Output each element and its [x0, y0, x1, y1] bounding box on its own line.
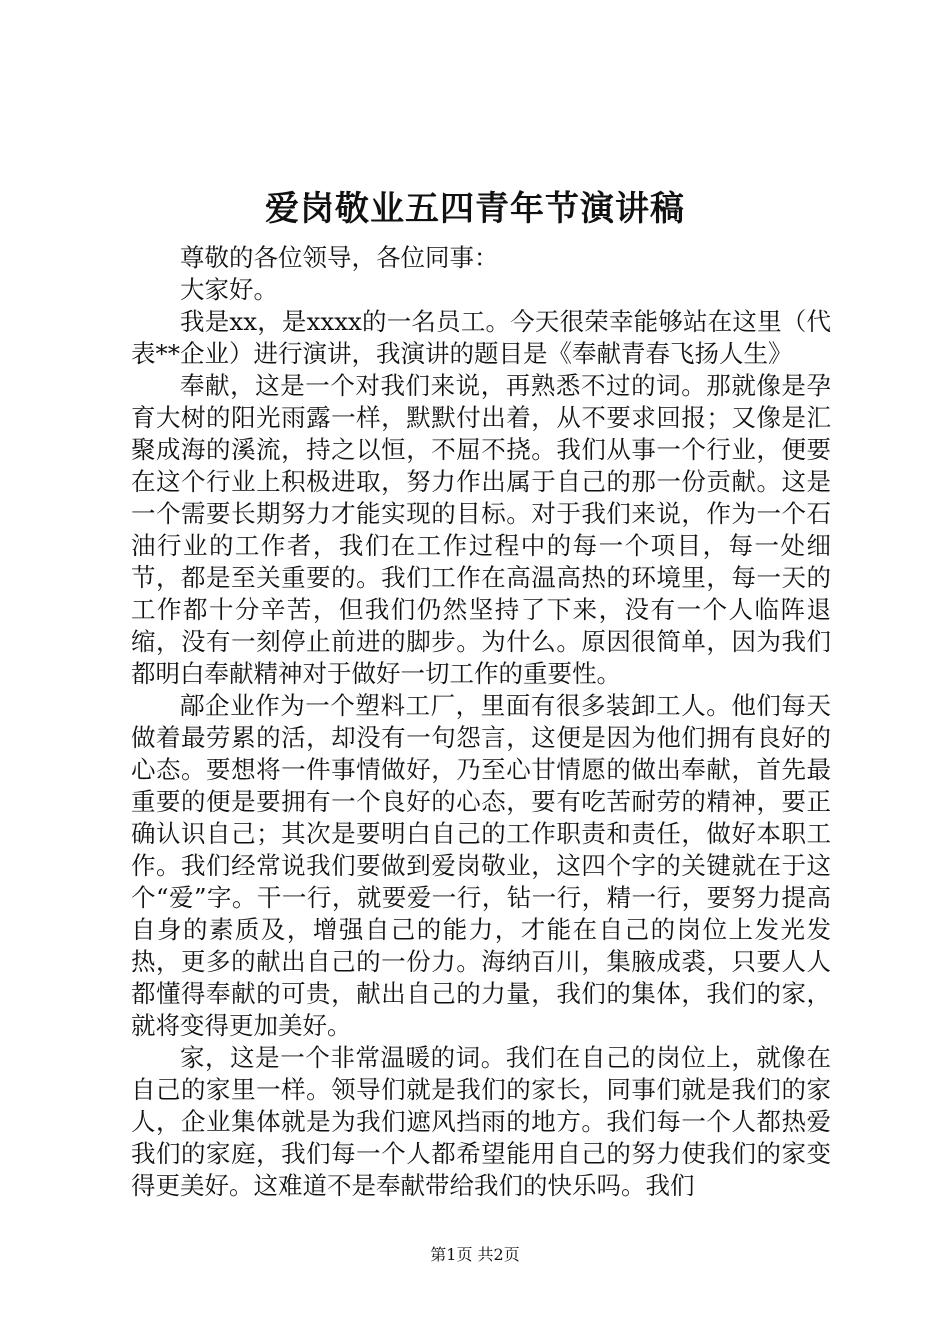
salutation: 尊敬的各位领导，各位同事： — [180, 243, 499, 272]
document-body — [131, 242, 831, 1202]
document-title: 爱岗敬业五四青年节演讲稿 — [265, 189, 685, 229]
paragraph-intro: 我是xx，是xxxx的一名员工。今天很荣幸能够站在这里（代表**企业）进行演讲，我演讲的题目是《奉献青春飞扬人生》 — [131, 307, 831, 368]
paragraph-dedication: 奉献，这是一个对我们来说，再熟悉不过的词。那就像是孕育大树的阳光雨露一样，默默付出着，从不要求回报；又像是汇聚成海的溪流，持之以恒，不屈不挠。我们从事一个行业，便要在这个行业上积极进取，努力作出属于自己的那一份贡献。这是一个需要长期努力才能实现的目标。对于我们来说，作为一个石油行业的工作者，我们在工作过程中的每一个项目，每一处细节，都是至关重要的。我们工作在高温高热的环境里，每一天的工作都十分辛苦，但我们仍然坚持了下来，没有一个人临阵退缩，没有一刻停止前进的脚步。为什么。原因很简单，因为我们都明白奉献精神对于做好一切工作的重要性。 — [131, 371, 831, 688]
paragraph-home: 家，这是一个非常温暖的词。我们在自己的岗位上，就像在自己的家里一样。领导们就是我们的家长，同事们就是我们的家人，企业集体就是为我们遮风挡雨的地方。我们每一个人都热爱我们的家庭，我们每一个人都希望能用自己的努力使我们的家变得更美好。这难道不是奉献带给我们的快乐吗。我们 — [131, 1043, 831, 1200]
paragraph-enterprise: 鄗企业作为一个塑料工厂，里面有很多装卸工人。他们每天做着最劳累的活，却没有一句怨言，这便是因为他们拥有良好的心态。要想将一件事情做好，乃至心甘情愿的做出奉献，首先最重要的便是要拥有一个良好的心态，要有吃苦耐劳的精神，要正确认识自己；其次是要明白自己的工作职责和责任，做好本职工作。我们经常说我们要做到爱岗敬业，这四个字的关键就在于这个“爱”字。干一行，就要爱一行，钻一行，精一行，要努力提高自身的素质及，增强自己的能力，才能在自己的岗位上发光发热，更多的献出自己的一份力。海纳百川，集腋成裘，只要人人都懂得奉献的可贵，献出自己的力量，我们的集体，我们的家，就将变得更加美好。 — [131, 691, 831, 1040]
page-footer: 第1页 共2页 — [430, 1245, 520, 1264]
greeting: 大家好。 — [180, 275, 278, 304]
